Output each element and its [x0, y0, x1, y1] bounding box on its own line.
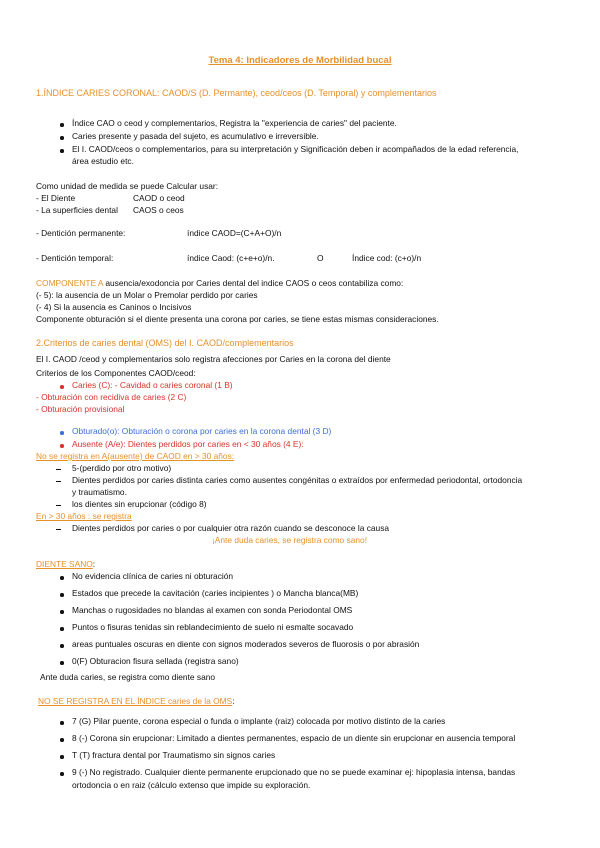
- bullet-icon: [60, 149, 64, 153]
- diente-sano-heading: [36, 559, 95, 570]
- dash-item: Dientes perdidos por caries distinta caries como ausentes congénitas o extraídos por enfermedad periodontal, ortodoncia: [72, 475, 523, 485]
- ausente-item: Ausente (A/e): Dientes perdidos por caries en < 30 años (4 E):: [72, 439, 304, 449]
- bullet-icon: [60, 721, 64, 725]
- dash-icon: [56, 469, 61, 470]
- list-item: El I. CAOD/ceos o complementarios, para su interpretación y Significación deben ir acompañados de la edad referencia,: [72, 144, 519, 154]
- comp-line: Componente obturación si el diente presenta una corona por caries, se tiene estas mismas consideraciones.: [36, 314, 439, 324]
- componente-label: COMPONENTE A: [36, 278, 104, 288]
- criterios-label: Criterios de los Componentes CAOD/ceod:: [36, 368, 196, 378]
- bullet-icon: [60, 576, 64, 580]
- list-item: No evidencia clínica de caries ni obturación: [72, 571, 234, 581]
- componente-text: ausencia/exodoncia por Caries dental del indice CAOS o ceos contabiliza como:: [103, 278, 404, 288]
- caries-item: Caries (C): - Cavidad o caries coronal (1 B): [72, 380, 233, 390]
- no-registra-title: NO SE REGISTRA EN EL ÍNDICE caries de la OMS: [38, 696, 233, 706]
- bullet-icon: [60, 610, 64, 614]
- comp-line: (- 4) Si la ausencia es Caninos o Incisivos: [36, 302, 192, 312]
- bullet-icon: [60, 431, 64, 435]
- section2-intro: El I. CAOD /ceod y complementarios solo registra afecciones por Caries en la corona del diente: [36, 354, 391, 364]
- page-title: Tema 4: Indicadores de Morbilidad bucal: [208, 55, 392, 66]
- no-registra-heading: [38, 696, 235, 707]
- section1-heading: 1.ÍNDICE CARIES CORONAL: CAOD/S (D. Permante), ceod/ceos (D. Temporal) y complementarios: [36, 88, 437, 98]
- measure-value: CAOS o ceos: [133, 205, 184, 215]
- list-item: Índice CAO o ceod y complementarios, Registra la "experiencia de caries" del paciente.: [72, 118, 397, 128]
- heading-colon: :: [92, 559, 96, 569]
- dash-icon: [56, 505, 61, 506]
- list-item: Puntos o fisuras tenidas sin reblandecimiento de suelo ni esmalte socavado: [72, 622, 354, 632]
- dash-icon: [56, 481, 61, 482]
- ante-duda-note: ¡Ante duda caries, se registra como sano!: [212, 535, 368, 545]
- list-item: 8 (-) Corona sin erupcionar: Limitado a dientes permanentes, espacio de un diente sin erupcionar en ausencia temporal: [72, 733, 516, 743]
- bullet-icon: [60, 644, 64, 648]
- red-line: - Obturación con recidiva de caries (2 C): [36, 392, 187, 402]
- bullet-icon: [60, 593, 64, 597]
- temp-formula-2: Índice cod: (c+o)/n: [352, 253, 422, 263]
- bullet-icon: [60, 136, 64, 140]
- list-item: Estados que precede la cavitación (caries incipientes ) o Mancha blanca(MB): [72, 588, 359, 598]
- obturado-item: Obturado(o): Obturación o corona por caries en la corona dental (3 D): [72, 426, 332, 436]
- dash-item: los dientes sin erupcionar (código 8): [72, 499, 207, 509]
- mayor30-heading: En > 30 años : se registra: [36, 511, 132, 521]
- dash-item: 5-(perdido por otro motivo): [72, 463, 172, 473]
- list-item: T (T) fractura dental por Traumatismo sin signos caries: [72, 750, 276, 760]
- perm-formula: índice CAOD=(C+A+O)/n: [187, 228, 282, 238]
- temp-label: - Dentición temporal:: [36, 253, 114, 263]
- measure-label: - El Diente: [36, 193, 76, 203]
- temp-or: O: [317, 253, 324, 263]
- bullet-icon: [60, 772, 64, 776]
- bullet-icon: [60, 755, 64, 759]
- diente-sano-title: DIENTE SANO: [36, 559, 93, 569]
- list-item: areas puntuales oscuras en diente con signos moderados severos de fluorosis o por abrasión: [72, 639, 420, 649]
- bullet-icon: [60, 123, 64, 127]
- no-registra-a-heading: No se registra en A(ausente) de CAOD en > 30 años:: [36, 451, 235, 461]
- list-item: 0(F) Obturacion fisura sellada (registra sano): [72, 656, 239, 666]
- mayor30-item: Dientes perdidos por caries o por cualquier otra razón cuando se desconoce la causa: [72, 523, 390, 533]
- measure-label: - La superficies dental: [36, 205, 118, 215]
- perm-label: - Dentición permanente:: [36, 228, 126, 238]
- bullet-icon: [60, 627, 64, 631]
- measure-value: CAOD o ceod: [133, 193, 185, 203]
- heading-colon: :: [232, 696, 235, 706]
- list-item: Manchas o rugosidades no blandas al examen con sonda Periodontal OMS: [72, 605, 353, 615]
- section2-heading: 2.Criterios de caries dental (OMS) del I. CAOD/complementarios: [36, 338, 294, 348]
- ante-duda-line: Ante duda caries, se registra como diente sano: [40, 672, 216, 682]
- comp-line: (- 5): la ausencia de un Molar o Premolar perdido por caries: [36, 290, 258, 300]
- list-item-continuation: área estudio etc.: [72, 156, 134, 166]
- bullet-icon: [60, 661, 64, 665]
- measure-intro: Como unidad de medida se puede Calcular usar:: [36, 181, 219, 191]
- componente-line: [36, 278, 403, 289]
- red-line: - Obturación provisional: [36, 404, 125, 414]
- temp-formula: índice Caod: (c+e+o)/n.: [187, 253, 275, 263]
- list-item: Caries presente y pasada del sujeto, es acumulativo e irreversible.: [72, 131, 319, 141]
- list-item: 9 (-) No registrado. Cualquier diente permanente erupcionado que no se puede examinar ej: hipoplasia intensa, bandas: [72, 767, 516, 777]
- bullet-icon: [60, 385, 64, 389]
- list-item: 7 (G) Pilar puente, corona especial o funda o implante (raiz) colocada por motivo distinto de la caries: [72, 716, 446, 726]
- bullet-icon: [60, 444, 64, 448]
- bullet-icon: [60, 738, 64, 742]
- dash-item-continuation: y traumatismo.: [72, 487, 127, 497]
- list-item-continuation: ortodoncia o en raiz (cálculo extenso que impide su exploración.: [72, 780, 311, 790]
- dash-icon: [56, 529, 61, 530]
